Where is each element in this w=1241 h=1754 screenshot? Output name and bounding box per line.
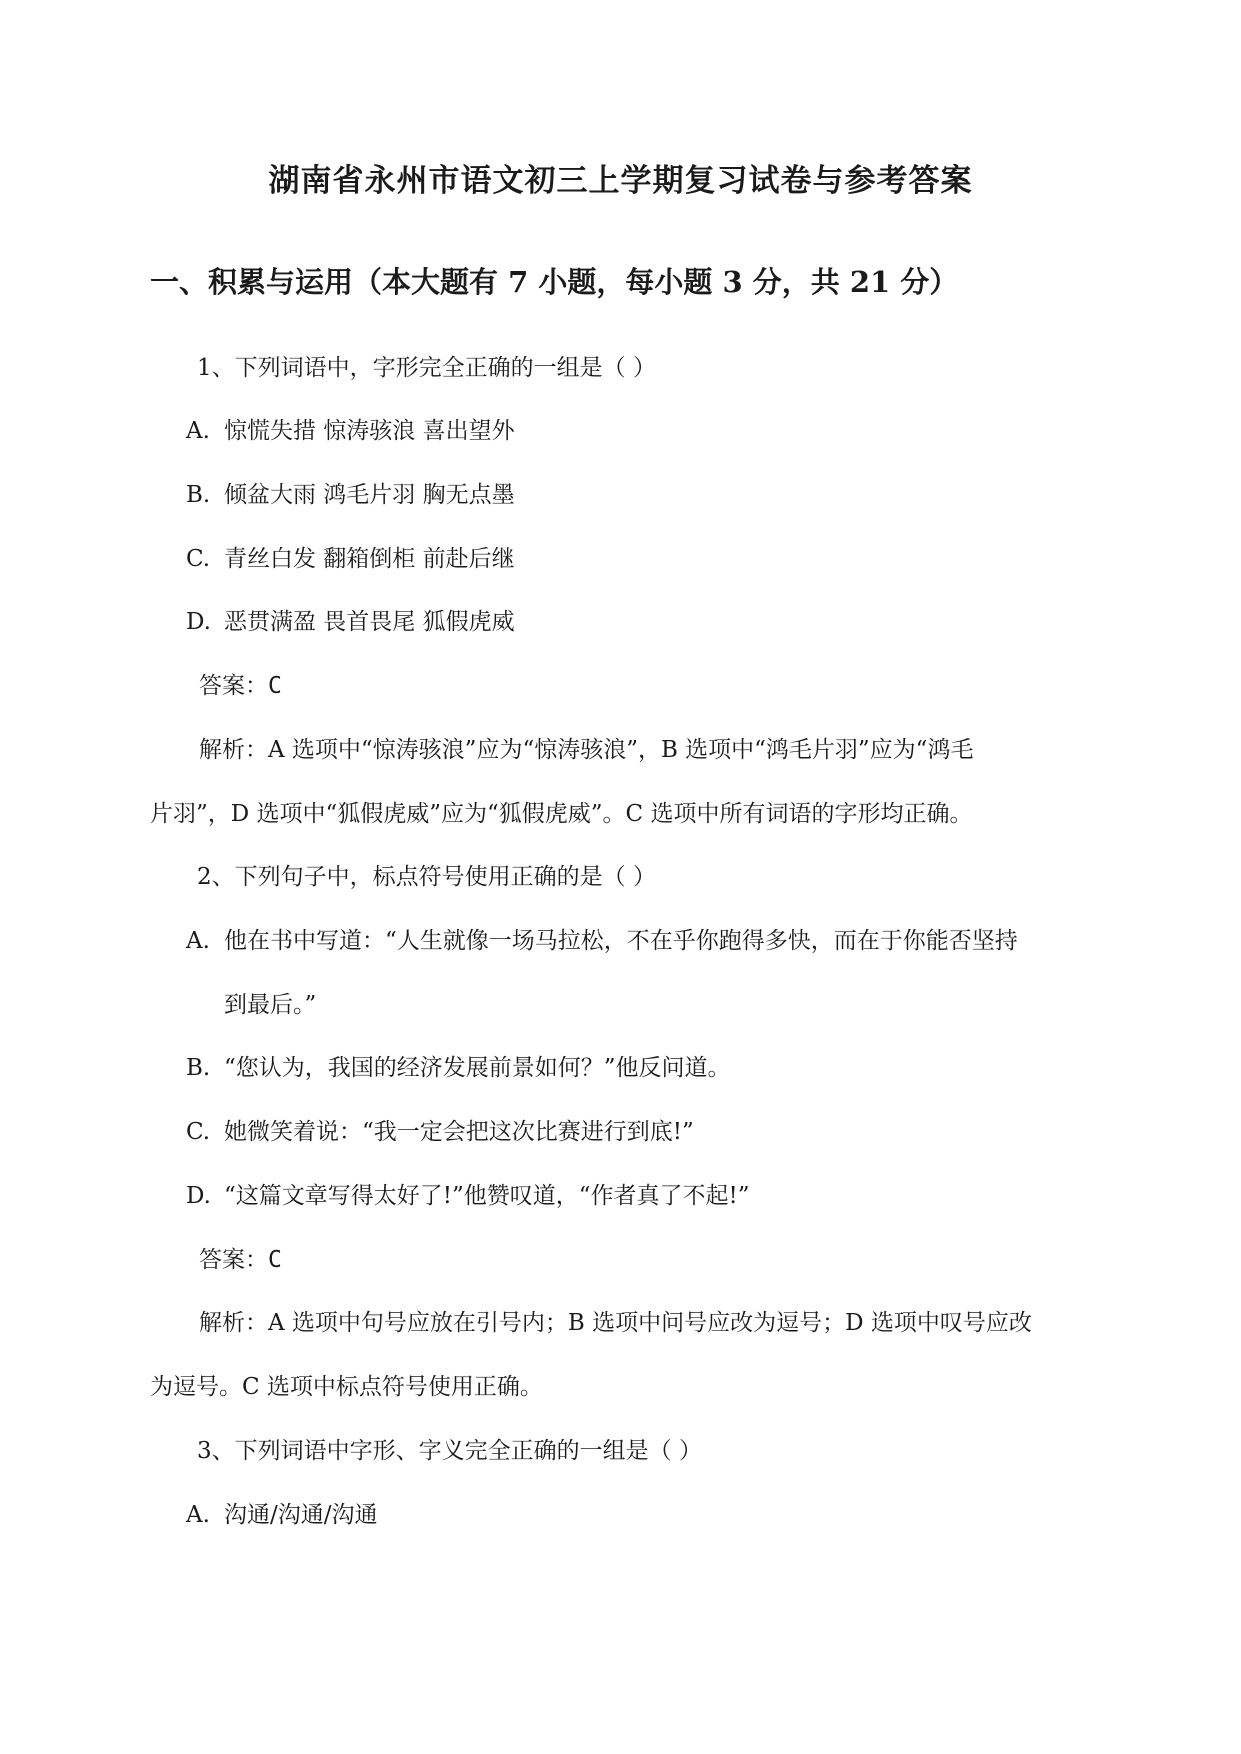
question-1-option-d [186,607,515,637]
question-2-option-a [186,926,1018,956]
question-2-option-a-continuation: 到最后。” [224,992,317,1018]
option-letter: A. [186,1502,210,1528]
option-letter: D. [186,609,211,635]
option-letter: A. [186,928,210,954]
option-letter: B. [186,482,211,508]
option-text: “这篇文章写得太好了!”他赞叹道，“作者真了不起!” [224,1183,750,1209]
question-2-option-d [186,1181,750,1211]
question-2-stem: 2、下列句子中，标点符号使用正确的是（ ） [197,864,656,890]
answer-value: C [268,673,282,699]
question-2-analysis-line-1: 解析：A 选项中句号应放在引号内；B 选项中问号应改为逗号；D 选项中叹号应改 [199,1310,1032,1336]
question-2-option-c [186,1117,694,1147]
option-letter: D. [186,1183,211,1209]
question-1-option-b [186,480,515,510]
option-text: 青丝白发 翻箱倒柜 前赴后继 [224,546,515,572]
option-text: “您认为，我国的经济发展前景如何？”他反问道。 [224,1055,731,1081]
question-1-stem: 1、下列词语中，字形完全正确的一组是（ ） [197,355,656,381]
option-text: 倾盆大雨 鸿毛片羽 胸无点墨 [224,482,515,508]
question-1-option-a [186,416,515,446]
question-1-option-c [186,544,515,574]
option-letter: A. [186,418,210,444]
question-1-answer [199,671,282,701]
option-text: 恶贯满盈 畏首畏尾 狐假虎威 [224,609,515,635]
section-heading: 一、积累与运用（本大题有 7 小题，每小题 3 分，共 21 分） [150,265,959,299]
document-title: 湖南省永州市语文初三上学期复习试卷与参考答案 [268,163,973,199]
question-3-stem: 3、下列词语中字形、字义完全正确的一组是（ ） [197,1438,702,1464]
question-2-answer [199,1245,282,1275]
question-1-analysis-line-2: 片羽”，D 选项中“狐假虎威”应为“狐假虎威”。C 选项中所有词语的字形均正确。 [150,801,973,827]
option-text: 沟通/沟通/沟通 [224,1502,378,1528]
option-letter: C. [186,1119,211,1145]
question-3-option-a [186,1500,378,1530]
option-text: 他在书中写道：“人生就像一场马拉松，不在乎你跑得多快，而在于你能否坚持 [224,928,1018,954]
answer-value: C [268,1247,282,1273]
option-text: 她微笑着说：“我一定会把这次比赛进行到底!” [224,1119,694,1145]
option-letter: C. [186,546,211,572]
answer-label: 答案： [199,1247,268,1273]
question-1-analysis-line-1: 解析：A 选项中“惊涛骇浪”应为“惊涛骇浪”，B 选项中“鸿毛片羽”应为“鸿毛 [199,737,974,763]
option-letter: B. [186,1055,211,1081]
answer-label: 答案： [199,673,268,699]
question-2-option-b [186,1053,731,1083]
option-text: 惊慌失措 惊涛骇浪 喜出望外 [224,418,515,444]
question-2-analysis-line-2: 为逗号。C 选项中标点符号使用正确。 [150,1374,543,1400]
